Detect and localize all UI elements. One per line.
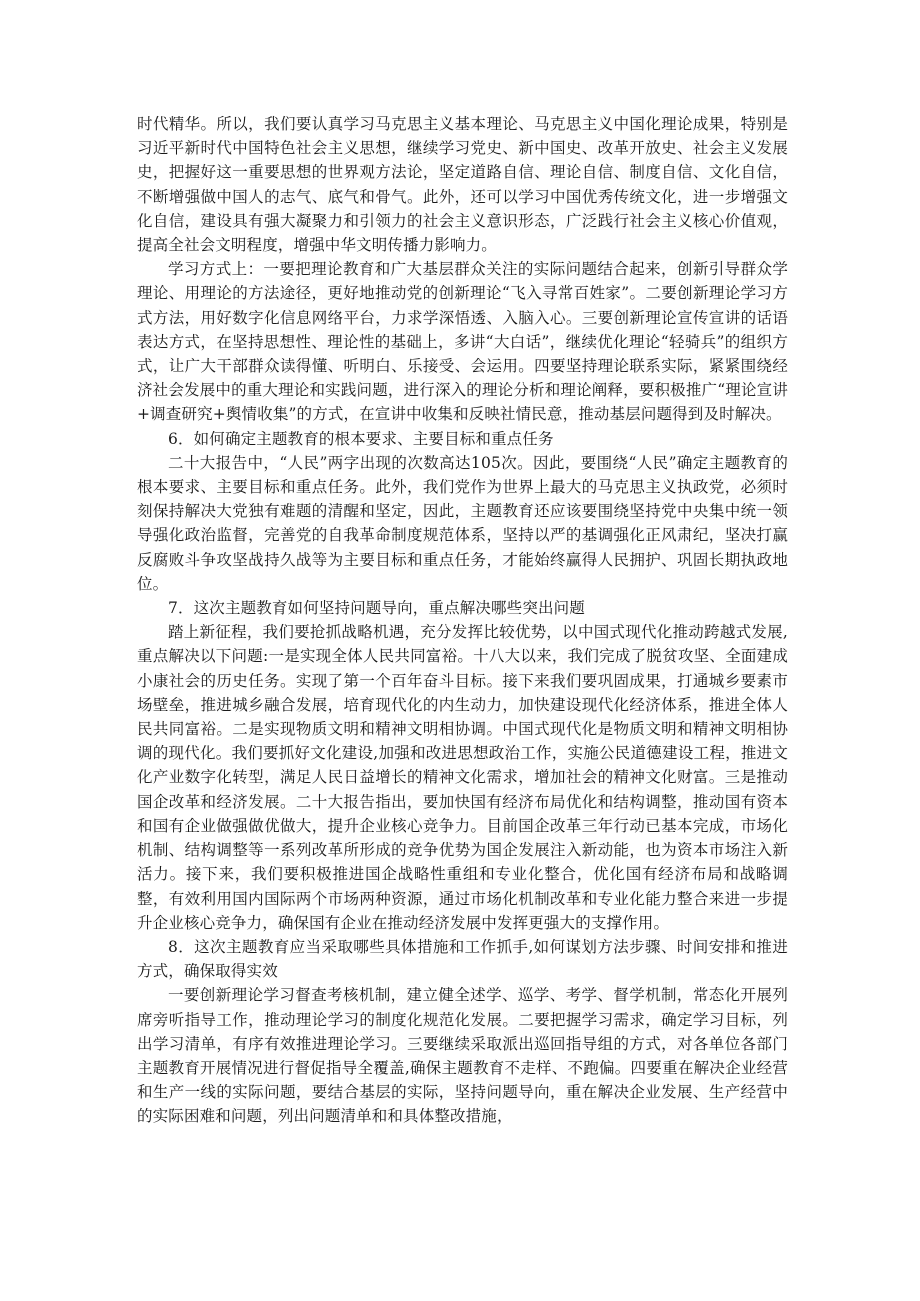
paragraph-section-6: 二十大报告中，“人民”两字出现的次数高达105次。因此，要围绕“人民”确定主题教育的根本要求、主要目标和重点任务。此外，我们党作为世界上最大的马克思主义执政党，必须时刻保持解决大党独有难题的清醒和坚定，因此，主题教育还应该要围绕坚持党中央集中统一领导强化政治监督，完善党的自我革命制度规范体系，坚持以严的基调强化正风肃纪，坚决打赢反腐败斗争攻坚战持久战等为主要目标和重点任务，才能始终赢得人民拥护、巩固长期执政地位。 bbox=[137, 453, 788, 593]
paragraph-section-8: 一要创新理论学习督查考核机制，建立健全述学、巡学、考学、督学机制，常态化开展列席旁听指导工作，推动理论学习的制度化规范化发展。二要把握学习需求，确定学习目标，列出学习清单，有序有效推进理论学习。三要继续采取派出巡回指导组的方式，对各单位各部门主题教育开展情况进行督促指导全覆盖,确保主题教育不走样、不跑偏。四要重在解决企业经营和生产一线的实际问题，要结合基层的实际，坚持问题导向，重在解决企业发展、生产经营中的实际困难和问题，列出问题清单和和具体整改措施， bbox=[137, 986, 788, 1126]
section-heading-6: 6．如何确定主题教育的根本要求、主要目标和重点任务 bbox=[168, 429, 554, 448]
document-body bbox=[137, 112, 788, 1129]
section-heading-7: 7．这次主题教育如何坚持问题导向，重点解决哪些突出问题 bbox=[168, 599, 585, 618]
paragraph-study-methods: 学习方式上：一要把理论教育和广大基层群众关注的实际问题结合起来，创新引导群众学理论、用理论的方法途径，更好地推动党的创新理论“飞入寻常百姓家”。二要创新理论学习方式方法，用好数字化信息网络平台，力求学深悟透、入脑入心。三要创新理论宣传宣讲的话语表达方式，在坚持思想性、理论性的基础上，多讲“大白话”，继续优化理论“轻骑兵”的组织方式，让广大干部群众读得懂、听明白、乐接受、会运用。四要坚持理论联系实际，紧紧围绕经济社会发展中的重大理论和实践问题，进行深入的理论分析和理论阐释，要积极推广“理论宣讲+调查研究+舆情收集”的方式，在宣讲中收集和反映社情民意，推动基层问题得到及时解决。 bbox=[137, 260, 788, 424]
section-heading-8: 8．这次主题教育应当采取哪些具体措施和工作抓手,如何谋划方法步骤、时间安排和推进方式，确保取得实效 bbox=[137, 937, 788, 981]
paragraph-section-7: 踏上新征程，我们要抢抓战略机遇，充分发挥比较优势，以中国式现代化推动跨越式发展,重点解决以下问题:一是实现全体人民共同富裕。十八大以来，我们完成了脱贫攻坚、全面建成小康社会的历史任务。实现了第一个百年奋斗目标。接下来我们要巩固成果，打通城乡要素市场壁垒，推进城乡融合发展，培育现代化的内生动力，加快建设现代化经济体系，推进全体人民共同富裕。二是实现物质文明和精神文明相协调。中国式现代化是物质文明和精神文明相协调的现代化。我们要抓好文化建设,加强和改进思想政治工作，实施公民道德建设工程，推进文化产业数字化转型，满足人民日益增长的精神文化需求，增加社会的精神文化财富。三是推动国企改革和经济发展。二十大报告指出，要加快国有经济布局优化和结构调整，推动国有资本和国有企业做强做优做大，提升企业核心竞争力。目前国企改革三年行动已基本完成，市场化机制、结构调整等一系列改革所形成的竞争优势为国企发展注入新动能，也为资本市场注入新活力。接下来，我们要积极推进国企战略性重组和专业化整合，优化国有经济布局和战略调整，有效利用国内国际两个市场两种资源，通过市场化机制改革和专业化能力整合来进一步提升企业核心竞争力，确保国有企业在推动经济发展中发挥更强大的支撑作用。 bbox=[137, 623, 788, 932]
paragraph-study-content: 时代精华。所以，我们要认真学习马克思主义基本理论、马克思主义中国化理论成果，特别是习近平新时代中国特色社会主义思想，继续学习党史、新中国史、改革开放史、社会主义发展史，把握好这一重要思想的世界观方法论，坚定道路自信、理论自信、制度自信、文化自信，不断增强做中国人的志气、底气和骨气。此外，还可以学习中国优秀传统文化，进一步增强文化自信，建设具有强大凝聚力和引领力的社会主义意识形态，广泛践行社会主义核心价值观，提高全社会文明程度，增强中华文明传播力影响力。 bbox=[137, 115, 788, 255]
